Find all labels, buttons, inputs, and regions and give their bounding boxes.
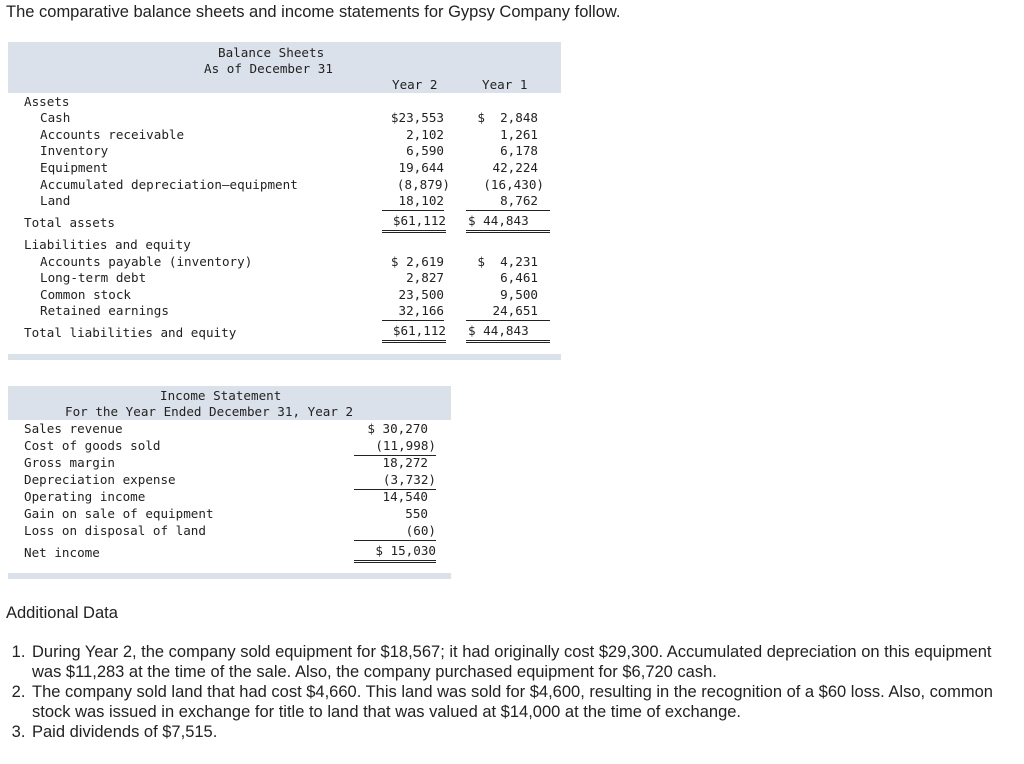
- income-statement: [8, 386, 451, 580]
- income-row-value: 14,540: [382, 489, 428, 504]
- liability-year1-value: $ 4,231: [477, 254, 538, 269]
- income-row-label: Gain on sale of equipment: [24, 506, 214, 521]
- asset-year2-value: 18,102: [382, 193, 444, 211]
- liability-year2-value: 2,827: [406, 270, 444, 285]
- asset-year2-value: 19,644: [398, 160, 444, 175]
- note-item: 1. During Year 2, the company sold equipment for $18,567; it had originally cost $29,300. Accumulated depreciation on this equipment was $11,283 at the time of the sale. Also, the company purchased equipment for $6,720 cash.: [30, 642, 1020, 682]
- total-assets-year1: [466, 213, 550, 233]
- balance-sheet-title: Balance Sheets: [218, 45, 325, 60]
- note-item: 3. Paid dividends of $7,515.: [30, 722, 1020, 742]
- liability-year1-value-text: 24,651: [492, 303, 538, 318]
- asset-label: Cash: [40, 110, 71, 125]
- asset-year1-value: (16,430): [483, 177, 544, 192]
- liabilities-heading: Liabilities and equity: [24, 237, 191, 252]
- asset-year2-value: $23,553: [390, 110, 444, 125]
- total-liabilities-year2: $61,112: [382, 323, 446, 343]
- assets-heading: Assets: [24, 94, 70, 109]
- income-statement-footer-bar: [8, 573, 451, 579]
- balance-sheet-subtitle: As of December 31: [204, 61, 333, 76]
- liability-label: Retained earnings: [40, 303, 169, 318]
- column-year-2: Year 2: [392, 77, 438, 92]
- net-income-label: Net income: [24, 545, 100, 560]
- liability-year1-value: 6,461: [500, 270, 538, 285]
- liability-label: Common stock: [40, 287, 131, 302]
- asset-label: Inventory: [40, 143, 109, 158]
- income-row-label: Loss on disposal of land: [24, 523, 206, 538]
- liability-year1-value: 9,500: [500, 287, 538, 302]
- asset-year2-value: 2,102: [406, 127, 444, 142]
- income-row-value: 550: [405, 506, 428, 521]
- income-row-value: (3,732): [354, 472, 436, 490]
- asset-year2-value: (8,879): [396, 177, 450, 192]
- asset-year1-value: 6,178: [500, 143, 538, 158]
- additional-data-list: [8, 642, 1020, 742]
- column-year-1: Year 1: [482, 77, 528, 92]
- intro-text: The comparative balance sheets and income statements for Gypsy Company follow.: [6, 3, 621, 21]
- asset-label: Land: [40, 193, 71, 208]
- additional-data-heading: Additional Data: [6, 604, 118, 622]
- liability-label: Accounts payable (inventory): [40, 254, 253, 269]
- total-liabilities-label: Total liabilities and equity: [24, 325, 237, 340]
- asset-label: Equipment: [40, 160, 109, 175]
- balance-sheet: [8, 42, 561, 361]
- total-liabilities-year1-text: $ 44,843: [468, 323, 529, 338]
- income-row-label: Operating income: [24, 489, 146, 504]
- total-assets-label: Total assets: [24, 215, 115, 230]
- liability-label: Long-term debt: [40, 270, 147, 285]
- income-row-value: (60): [354, 523, 436, 541]
- total-liabilities-year1: [466, 323, 550, 343]
- income-row-value: (11,998): [354, 438, 436, 456]
- income-row-label: Cost of goods sold: [24, 438, 161, 453]
- liability-year2-value: 23,500: [398, 287, 444, 302]
- income-row-label: Gross margin: [24, 455, 115, 470]
- asset-year2-value: 6,590: [406, 143, 444, 158]
- income-statement-title: Income Statement: [160, 388, 282, 403]
- asset-year1-value: 1,261: [500, 127, 538, 142]
- total-assets-year1-text: $ 44,843: [468, 213, 529, 228]
- asset-year1-value-text: 8,762: [500, 193, 538, 208]
- note-item: 2. The company sold land that had cost $4,660. This land was sold for $4,600, resulting in the recognition of a $60 loss. Also, common stock was issued in exchange for title to land that was valued at $14,000 at the time of exchange.: [30, 682, 1020, 722]
- income-row-value: 18,272: [382, 455, 428, 470]
- liability-year1-value: [466, 303, 550, 321]
- asset-label: Accumulated depreciation—equipment: [40, 177, 298, 192]
- income-statement-subtitle: For the Year Ended December 31, Year 2: [65, 404, 354, 419]
- income-row-label: Depreciation expense: [24, 472, 176, 487]
- income-row-value: $ 30,270: [367, 421, 428, 436]
- asset-year1-value: [466, 193, 550, 211]
- net-income-value: $ 15,030: [354, 543, 436, 563]
- income-row-label: Sales revenue: [24, 421, 123, 436]
- asset-year1-value: 42,224: [492, 160, 538, 175]
- liability-year2-value: 32,166: [382, 303, 444, 321]
- balance-sheet-footer-bar: [8, 354, 561, 360]
- asset-year1-value: $ 2,848: [477, 110, 538, 125]
- total-assets-year2: $61,112: [382, 213, 446, 233]
- liability-year2-value: $ 2,619: [390, 254, 444, 269]
- asset-label: Accounts receivable: [40, 127, 185, 142]
